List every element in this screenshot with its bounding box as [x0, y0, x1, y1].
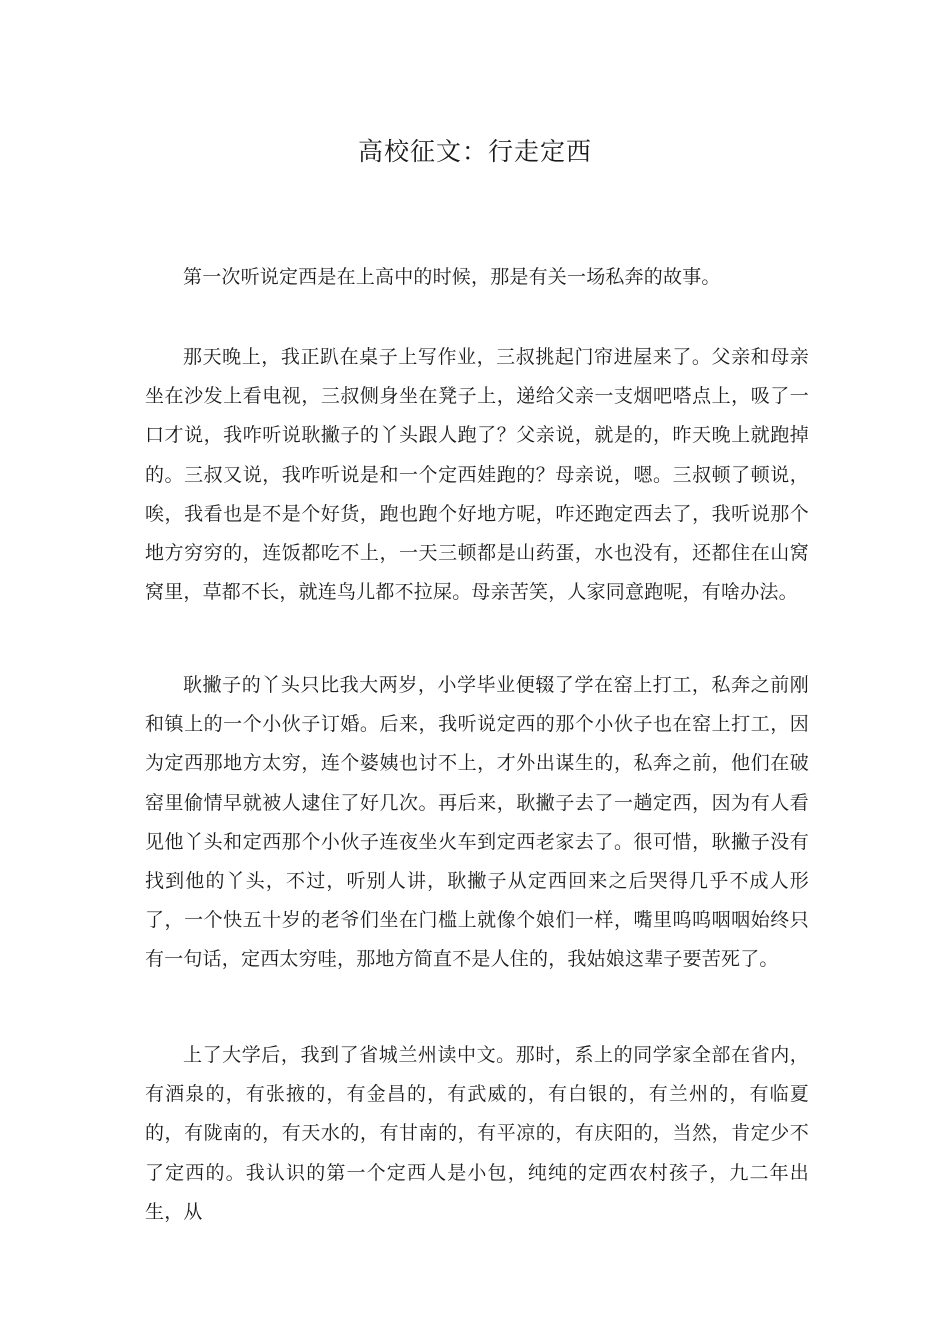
document-title: 高校征文：行走定西	[357, 137, 592, 166]
paragraph-3: 耿撇子的丫头只比我大两岁，小学毕业便辍了学在窑上打工，私奔之前刚和镇上的一个小伙子订婚。后来，我听说定西的那个小伙子也在窑上打工，因为定西那地方太穷，连个婆姨也讨不上，才外出谋生的，私奔之前，他们在破窑里偷情早就被人逮住了好几次。再后来，耿撇子去了一趟定西，因为有人看见他丫头和定西那个小伙子连夜坐火车到定西老家去了。很可惜，耿撇子没有找到他的丫头，不过，听别人讲，耿撇子从定西回来之后哭得几乎不成人形了，一个快五十岁的老爷们坐在门槛上就像个娘们一样，嘴里呜呜咽咽始终只有一句话，定西太穷哇，那地方简直不是人住的，我姑娘这辈子要苦死了。	[145, 674, 809, 971]
paragraph-2: 那天晚上，我正趴在桌子上写作业，三叔挑起门帘进屋来了。父亲和母亲坐在沙发上看电视，三叔侧身坐在凳子上，递给父亲一支烟吧嗒点上，吸了一口才说，我咋听说耿撇子的丫头跟人跑了？父亲说，就是的，昨天晚上就跑掉的。三叔又说，我咋听说是和一个定西娃跑的？母亲说，嗯。三叔顿了顿说，唉，我看也是不是个好货，跑也跑个好地方呢，咋还跑定西去了，我听说那个地方穷穷的，连饭都吃不上，一天三顿都是山药蛋，水也没有，还都住在山窝窝里，草都不长，就连鸟儿都不拉屎。母亲苦笑，人家同意跑呢，有啥办法。	[145, 346, 809, 604]
paragraph-4: 上了大学后，我到了省城兰州读中文。那时，系上的同学家全部在省内，有酒泉的，有张掖的，有金昌的，有武威的，有白银的，有兰州的，有临夏的，有陇南的，有天水的，有甘南的，有平凉的，有庆阳的，当然，肯定少不了定西的。我认识的第一个定西人是小包，纯纯的定西农村孩子，九二年出生，从	[145, 1044, 809, 1223]
paragraph-1: 第一次听说定西是在上高中的时候，那是有关一场私奔的故事。	[183, 266, 721, 288]
